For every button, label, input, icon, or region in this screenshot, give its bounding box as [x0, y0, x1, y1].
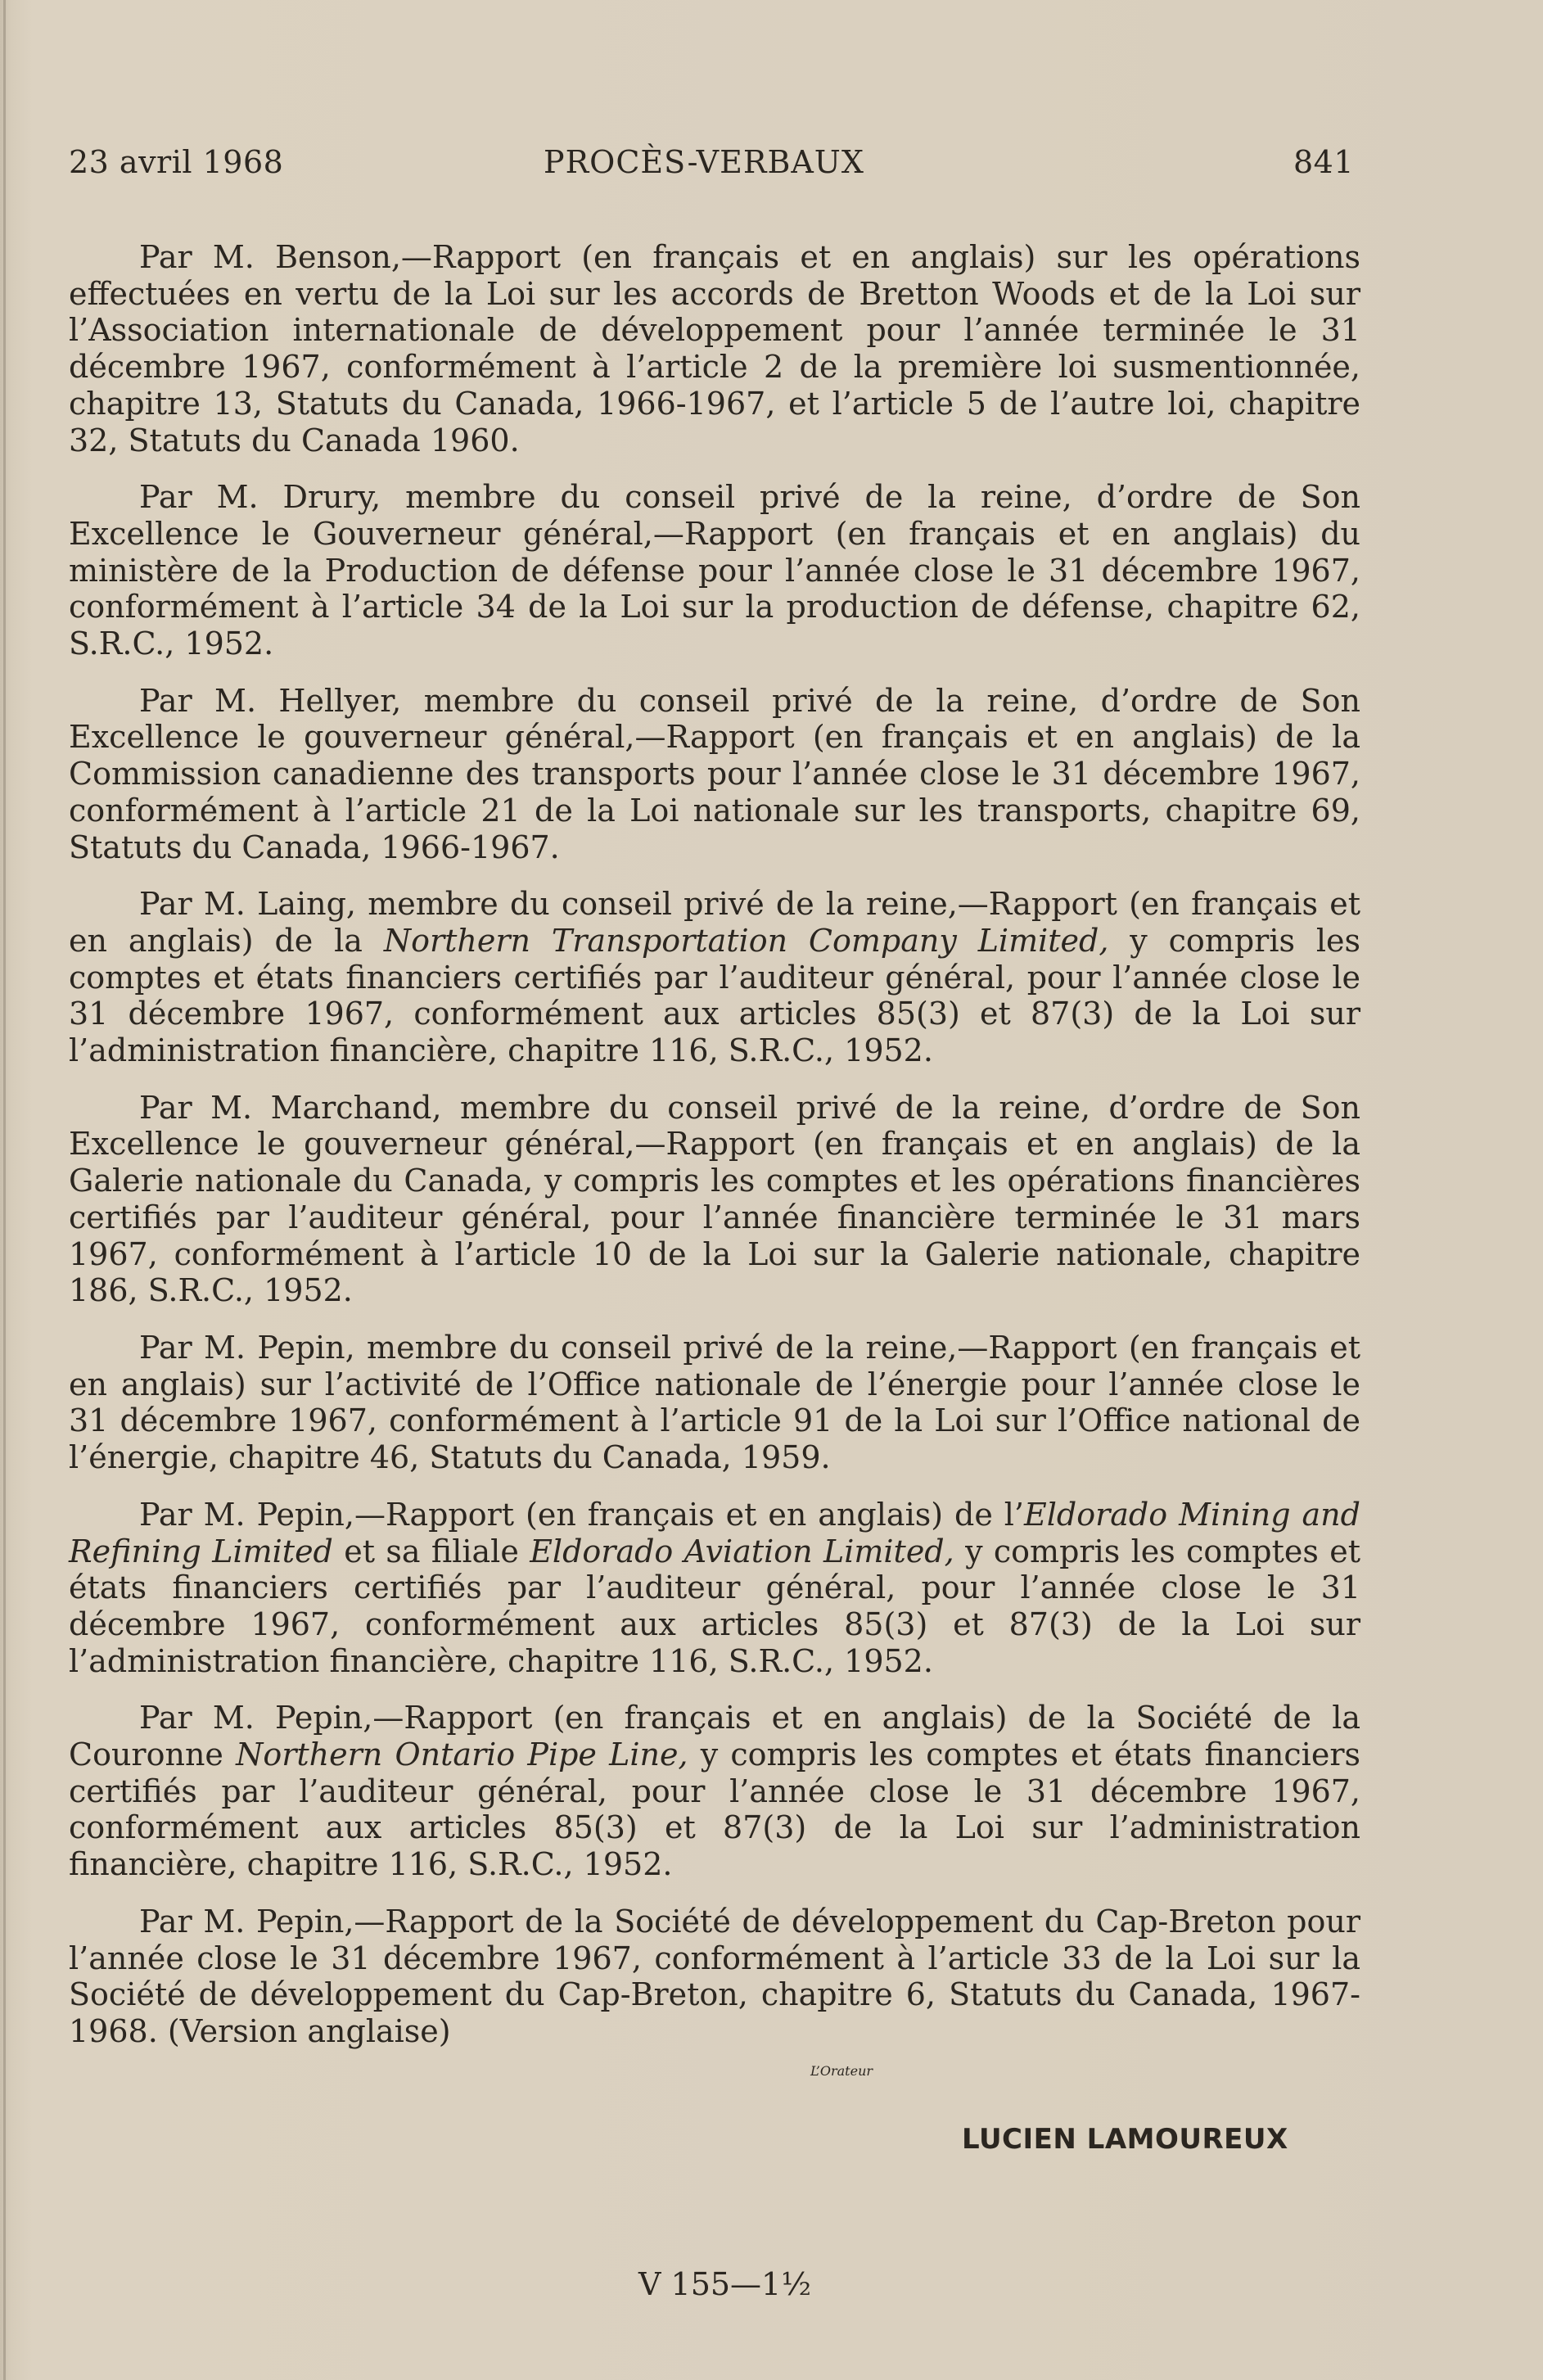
paragraph-text: Par M. Hellyer, membre du conseil privé de la reine, d’ordre de Son Excellence le gouverneur général,—Rapport (en français et en anglais) de la Commission canadienne des transports pour l’année close le 31 décembre 1967, conformément à l’article 21 de la Loi nationale sur les transports, chapitre 69, Statuts du Canada, 1966-1967. [69, 682, 1360, 865]
document-body [69, 239, 1360, 2071]
company-name: Northern Transportation Company Limited, [383, 922, 1109, 959]
paragraph-text: Par M. Pepin, membre du conseil privé de la reine,—Rapport (en français et en anglais) sur l’activité de l’Office nationale de l’énergie pour l’année close le 31 décembre 1967, conformément à l’article 91 de la Loi sur l’Office national de l’énergie, chapitre 46, Statuts du Canada, 1959. [69, 1329, 1360, 1476]
paragraph-pepin-pipeline [69, 1700, 1360, 1883]
paragraph-text: Par M. Pepin,—Rapport (en français et en anglais) de la Société de la Couronne [69, 1700, 1360, 1773]
paragraph-text: Par M. Laing, membre du conseil privé de la reine,—Rapport (en français et en anglais) de la [69, 886, 1360, 959]
signature-name: LUCIEN LAMOUREUX [962, 2123, 1288, 2156]
paragraph-marchand [69, 1090, 1360, 1309]
company-name: Eldorado Mining and Refining Limited [69, 1496, 1360, 1569]
paragraph-text: y compris les comptes et états financiers certifiés par l’auditeur général, pour l’année close le 31 décembre 1967, conformément aux articles 85(3) et 87(3) de la Loi sur l’administration financière, chapitre 116, S.R.C., 1952. [69, 1736, 1360, 1883]
paragraph-text: Par M. Drury, membre du conseil privé de la reine, d’ordre de Son Excellence le Gouverneur général,—Rapport (en français et en anglais) du ministère de la Production de défense pour l’année close le 31 décembre 1967, conformément à l’article 34 de la Loi sur la production de défense, chapitre 62, S.R.C., 1952. [69, 479, 1360, 662]
paragraph-text: et sa filiale [332, 1533, 530, 1569]
header-title: PROCÈS-VERBAUX [544, 144, 864, 180]
paragraph-text: Par M. Marchand, membre du conseil privé de la reine, d’ordre de Son Excellence le gouverneur général,—Rapport (en français et en anglais) de la Galerie nationale du Canada, y compris les comptes et les opérations financières certifiés par l’auditeur général, pour l’année financière terminée le 31 mars 1967, conformément à l’article 10 de la Loi sur la Galerie nationale, chapitre 186, S.R.C., 1952. [69, 1089, 1360, 1309]
page-header [69, 144, 1354, 193]
page-edge [3, 0, 6, 2380]
company-name: Eldorado Aviation Limited, [530, 1533, 954, 1569]
company-name: Northern Ontario Pipe Line, [236, 1736, 688, 1773]
paragraph-text: Par M. Pepin,—Rapport de la Société de développement du Cap-Breton pour l’année close le 31 décembre 1967, conformément à l’article 33 de la Loi sur la Société de développement du Cap-Breton, chapitre 6, Statuts du Canada, 1967-1968. (Version anglaise) [69, 1903, 1360, 2049]
header-date: 23 avril 1968 [69, 144, 284, 180]
paragraph-text: Par M. Pepin,—Rapport (en français et en anglais) de l’ [139, 1496, 1024, 1533]
paragraph-benson [69, 239, 1360, 458]
paragraph-pepin-cap-breton [69, 1904, 1360, 2050]
paragraph-pepin-energie [69, 1330, 1360, 1476]
paragraph-text: Par M. Benson,—Rapport (en français et en anglais) sur les opérations effectuées en vertu de la Loi sur les accords de Bretton Woods et de la Loi sur l’Association internationale de développement pour l’année terminée le 31 décembre 1967, conformément à l’article 2 de la première loi susmentionnée, chapitre 13, Statuts du Canada, 1966-1967, et l’article 5 de l’autre loi, chapitre 32, Statuts du Canada 1960. [69, 239, 1360, 458]
page-footer: V 155—1½ [638, 2266, 812, 2302]
paragraph-hellyer [69, 683, 1360, 866]
paragraph-drury [69, 479, 1360, 662]
paragraph-text: y compris les comptes et états financiers certifiés par l’auditeur général, pour l’année close le 31 décembre 1967, conformément aux articles 85(3) et 87(3) de la Loi sur l’administration financière, chapitre 116, S.R.C., 1952. [69, 1533, 1360, 1679]
signature-role: L’Orateur [810, 2063, 873, 2079]
paragraph-pepin-eldorado [69, 1497, 1360, 1680]
paragraph-laing [69, 886, 1360, 1069]
paragraph-text: y compris les comptes et états financiers certifiés par l’auditeur général, pour l’année close le 31 décembre 1967, conformément aux articles 85(3) et 87(3) de la Loi sur l’administration financière, chapitre 116, S.R.C., 1952. [69, 922, 1360, 1069]
header-page-number: 841 [1293, 144, 1354, 180]
